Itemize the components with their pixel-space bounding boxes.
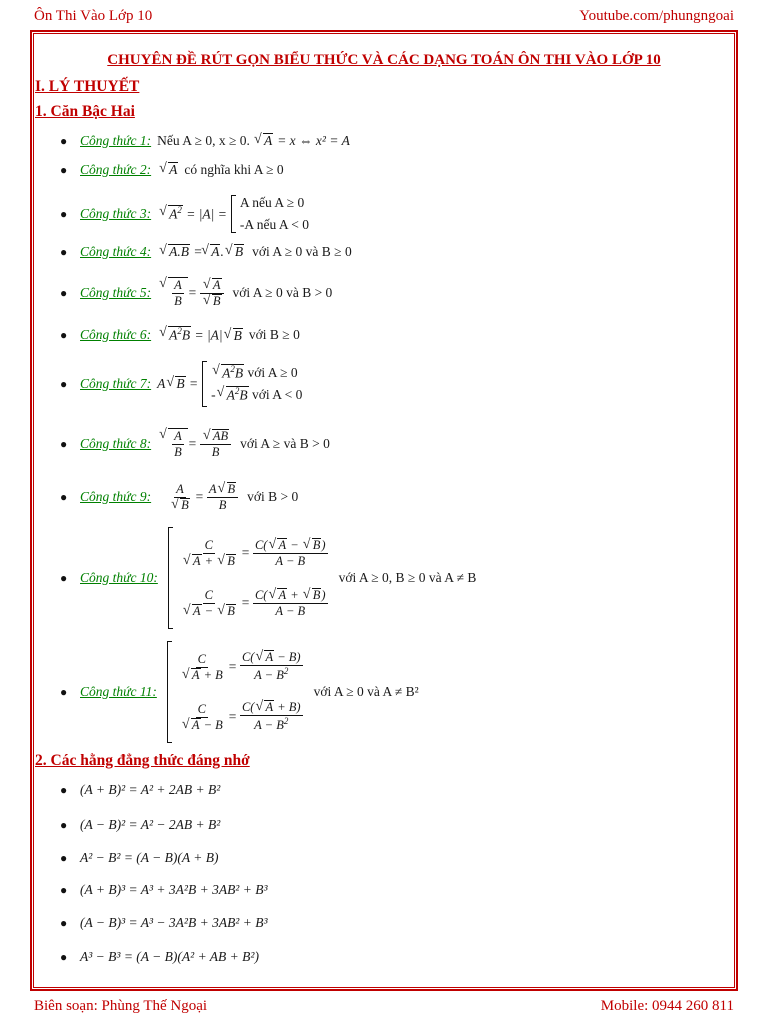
formula-condition: với B > 0 (247, 489, 299, 504)
identity-text: (A − B)² = A² − 2AB + B² (80, 817, 221, 832)
formula-label: Công thức 5: (80, 285, 152, 300)
footer-author: Biên soạn: Phùng Thế Ngoại (34, 998, 208, 1014)
formula-label: Công thức 11: (80, 684, 157, 699)
section-theory: I. LÝ THUYẾT (35, 78, 140, 95)
formula-7 (60, 362, 302, 406)
formula-2 (60, 158, 284, 182)
identity-text: A² − B² = (A − B)(A + B) (80, 850, 219, 865)
formula-cases: √ $A^2B$ với A ≥ 0 -√ $A^2B$ với A < 0 (211, 362, 302, 406)
case-1: A nếu A ≥ 0 (239, 195, 305, 210)
formula-label: Công thức 8: (80, 436, 152, 451)
formula-5 (60, 278, 332, 308)
formula-condition: với A ≥ 0 và A ≠ B² (313, 684, 419, 699)
formula-label: Công thức 4: (80, 244, 152, 259)
formula-condition: với A ≥ 0 và B ≥ 0 (252, 244, 352, 259)
formula-condition: với A ≥ 0, B ≥ 0 và A ≠ B (338, 570, 477, 585)
formula-label: Công thức 1: (80, 133, 152, 148)
bullet-icon: ● (60, 570, 68, 585)
identity-text: A³ − B³ = (A − B)(A² + AB + B²) (80, 949, 259, 964)
subsection-square-root: 1. Căn Bậc Hai (35, 103, 135, 120)
formula-expression: √ $\frac{A}{B}$ = √ $\frac{AB}{B}$ (167, 428, 234, 460)
bracket (202, 361, 207, 407)
header-left: Ôn Thi Vào Lớp 10 (34, 8, 153, 24)
formula-1 (60, 129, 350, 153)
formula-10 (60, 526, 476, 630)
formula-3 (60, 197, 309, 231)
bullet-icon: ● (60, 133, 68, 148)
formula-expression: A √ B = $\frac{A√ B}{B}$ (165, 482, 241, 513)
formula-expression: √ $A^2B = |A|√$ B (167, 326, 243, 344)
formula-8 (60, 427, 330, 461)
formula-9 (60, 480, 298, 514)
bracket (231, 195, 236, 233)
bullet-icon: ● (60, 817, 68, 832)
identity-2 (60, 813, 220, 837)
formula-condition: với A ≥ và B > 0 (240, 436, 330, 451)
formula-label: Công thức 6: (80, 327, 152, 342)
bracket (168, 527, 173, 629)
identity-text: (A + B)² = A² + 2AB + B² (80, 782, 221, 797)
formula-label: Công thức 3: (80, 206, 152, 221)
bullet-icon: ● (60, 376, 68, 391)
identity-text: (A + B)³ = A³ + 3A²B + 3AB² + B³ (80, 882, 268, 897)
bullet-icon: ● (60, 489, 68, 504)
header-right: Youtube.com/phungngoai (579, 8, 734, 24)
bullet-icon: ● (60, 949, 68, 964)
formula-label: Công thức 2: (80, 162, 152, 177)
identity-text: (A − B)³ = A³ − 3A²B + 3AB² + B³ (80, 915, 268, 930)
case-1: với A ≥ 0 (247, 365, 298, 380)
bullet-icon: ● (60, 436, 68, 451)
bullet-icon: ● (60, 206, 68, 221)
formula-condition: có nghĩa khi A ≥ 0 (184, 162, 284, 177)
formula-condition: Nếu A ≥ 0, x ≥ 0. (157, 133, 250, 148)
formula-cases (240, 192, 309, 236)
case-2: với A < 0 (251, 387, 303, 402)
formula-condition: với A ≥ 0 và B > 0 (232, 285, 333, 300)
formula-6 (60, 323, 300, 347)
formula-4 (60, 240, 352, 264)
case-2: -A nếu A < 0 (239, 217, 309, 232)
bracket (167, 641, 172, 743)
formula-condition: với B ≥ 0 (248, 327, 300, 342)
identity-4 (60, 878, 268, 902)
bullet-icon: ● (60, 882, 68, 897)
identity-6 (60, 945, 259, 969)
formula-expression: √ $\frac{A}{B}$ = √ A √ B (167, 277, 226, 309)
formula-expression-rhs: = x ⇔ x² = A (277, 133, 350, 148)
bullet-icon: ● (60, 285, 68, 300)
identity-1 (60, 778, 220, 802)
formula-expression: √ A (262, 133, 273, 149)
bullet-icon: ● (60, 244, 68, 259)
bullet-icon: ● (60, 162, 68, 177)
formula-label: Công thức 10: (80, 570, 158, 585)
bullet-icon: ● (60, 782, 68, 797)
formula-expression: √ A (167, 162, 178, 178)
formula-expression: √ $A^2 = |A|$ = (167, 205, 227, 223)
bullet-icon: ● (60, 684, 68, 699)
page-header (34, 6, 734, 30)
bullet-icon: ● (60, 327, 68, 342)
formula-label: Công thức 9: (80, 489, 152, 504)
footer-phone: Mobile: 0944 260 811 (600, 998, 734, 1014)
formula-11 (60, 640, 419, 744)
formula-expression: A√ B = (157, 376, 198, 392)
identity-5 (60, 911, 268, 935)
page-footer (34, 996, 734, 1018)
formula-label: Công thức 7: (80, 376, 152, 391)
identity-3 (60, 846, 219, 870)
bullet-icon: ● (60, 915, 68, 930)
formula-cases: C √ A + √ B = $\frac{C(√ A - √ B)}{A - B}$ C √ A − √ B = $\frac{C(√ A + √ B)}{A - B}$ (177, 528, 331, 628)
formula-cases: C √ A + B = $\frac{C(√ A - B)}{A - B^2}$ C √ A − B = $\frac{C(√ A + B)}{A - B^2}$ (176, 642, 306, 742)
formula-expression: √ A.B = √ A.√ B (167, 244, 244, 260)
subsection-identities: 2. Các hằng đẳng thức đáng nhớ (35, 752, 250, 769)
bullet-icon: ● (60, 850, 68, 865)
document-title: CHUYÊN ĐỀ RÚT GỌN BIỂU THỨC VÀ CÁC DẠNG TOÁN ÔN THI VÀO LỚP 10 (107, 52, 661, 68)
